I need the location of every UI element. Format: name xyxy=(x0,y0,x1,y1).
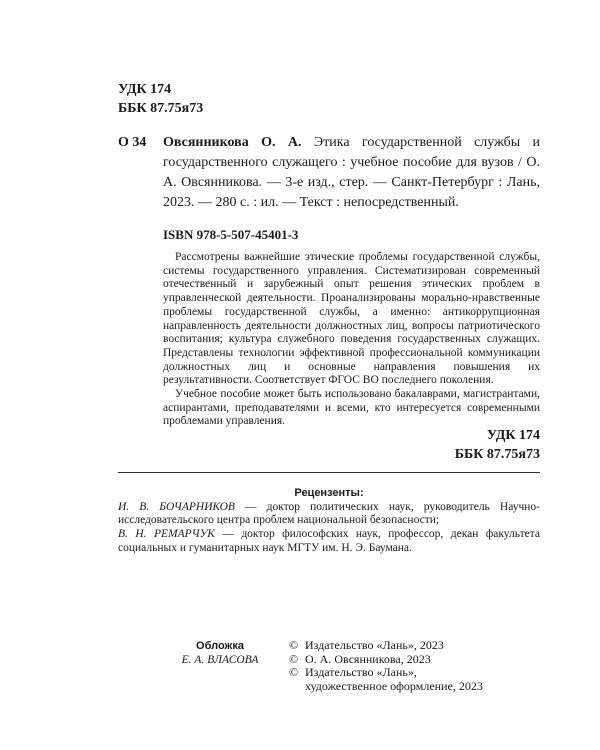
copyright-icon: © xyxy=(289,638,299,652)
copyright-text-2: О. А. Овсянникова, 2023 xyxy=(305,651,431,666)
entry-description: Этика государственной службы и государственного служащего : учебное пособие для вузов / О. А. Овсянникова. — 3-е изд., стер. — Санкт-Петербург : Лань, 2023. — 280 с. : ил. — Текст : непосредственный. xyxy=(163,135,540,210)
entry-author: Овсянникова О. А. xyxy=(163,135,302,150)
bbk-code-bottom: ББК 87.75я73 xyxy=(454,447,540,462)
reviewer-2-name: В. Н. РЕМАРЧУК xyxy=(118,528,215,541)
cover-label: Обложка xyxy=(196,640,244,652)
reviewer-1-description: — доктор политических наук, руководитель Научно-исследовательского центра проблем национальной безопасности; xyxy=(118,500,540,527)
classification-block-bottom xyxy=(455,426,540,464)
copyright-text-3: Издательство «Лань», xyxy=(305,665,417,680)
copyright-text-1: Издательство «Лань», 2023 xyxy=(305,638,444,652)
copyright-icon: © xyxy=(289,651,299,666)
classification-block-top xyxy=(118,80,203,118)
copyright-icon: © xyxy=(289,665,299,680)
udk-code: УДК 174 xyxy=(118,82,172,97)
cover-credit xyxy=(160,639,280,667)
reviewers-heading: Рецензенты: xyxy=(294,487,364,499)
reviewer-2 xyxy=(118,528,540,555)
copyright-line-3-continuation: художественное оформление, 2023 xyxy=(305,679,483,694)
abstract-paragraph-1: Рассмотрены важнейшие этические проблемы государственной службы, системы государственного управления. Систематизирован современный отечественный и зарубежный опыт решения этических проблем в управленческой деятельности. Проанализированы морально-нравственные проблемы государственной службы, а именно: антикоррупционная направленность деятельности должностных лиц, вопросы патриотического воспитания; культура служебного поведения государственных служащих. Представлены технологии эффективной профессиональной коммуникации должностных лиц и основные направления повышения их результативности. Соответствует ФГОС ВО последнего поколения. xyxy=(163,251,540,387)
reviewer-1-name: И. В. БОЧАРНИКОВ xyxy=(118,500,235,513)
copyright-block xyxy=(289,639,549,694)
copyright-line-3 xyxy=(289,666,549,680)
author-code: О 34 xyxy=(118,135,147,150)
abstract xyxy=(163,251,540,429)
copyright-line-1 xyxy=(289,639,549,653)
reviewer-2-description: — доктор философских наук, профессор, декан факультета социальных и гуманитарных наук МГТУ им. Н. Э. Баумана. xyxy=(118,528,540,554)
copyright-line-2 xyxy=(289,653,549,667)
isbn: ISBN 978-5-507-45401-3 xyxy=(163,227,299,242)
bibliographic-entry xyxy=(163,133,540,213)
udk-code-bottom: УДК 174 xyxy=(486,428,540,443)
reviewers-section xyxy=(118,487,540,556)
reviewer-1 xyxy=(118,501,540,528)
bbk-code: ББК 87.75я73 xyxy=(118,101,204,116)
divider xyxy=(118,472,540,473)
abstract-paragraph-2: Учебное пособие может быть использовано бакалаврами, магистрантами, аспирантами, преподавателями и всеми, кто интересуется современными проблемами управления. xyxy=(163,388,540,428)
cover-artist: Е. А. ВЛАСОВА xyxy=(181,654,259,666)
